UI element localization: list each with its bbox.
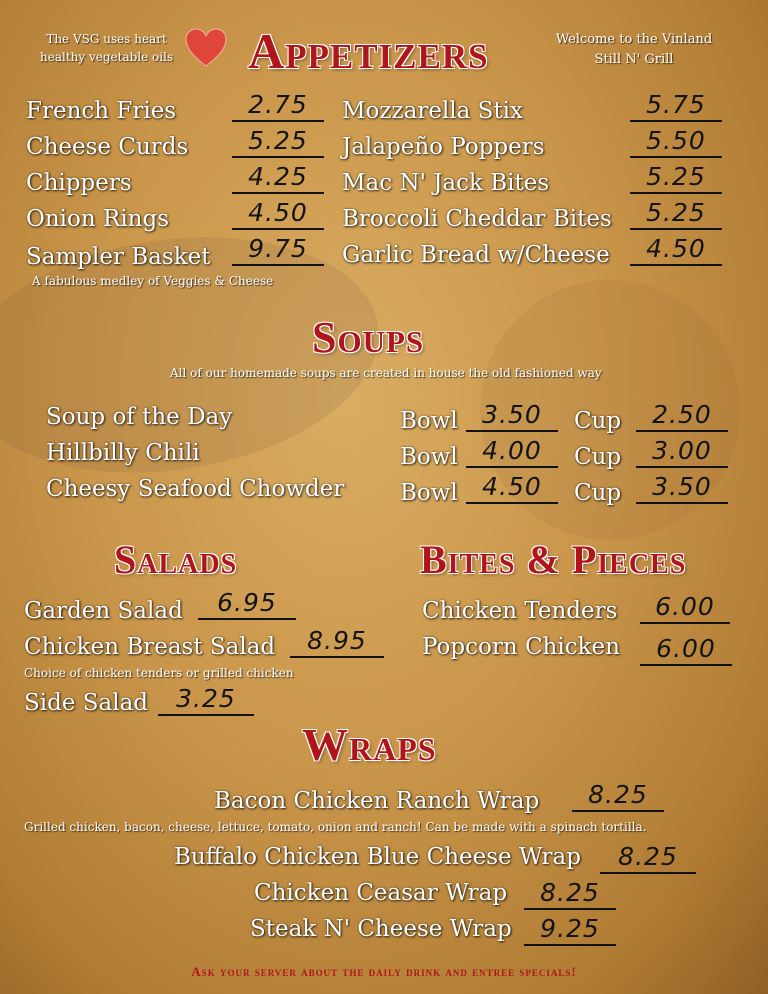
soup-bowl-price: 3.50	[466, 402, 558, 432]
wrap-price: 8.25	[600, 844, 696, 874]
appetizer-item: Onion Rings	[26, 206, 170, 232]
soup-item: Soup of the Day	[46, 404, 233, 430]
salad-item: Garden Salad	[24, 598, 183, 624]
appetizer-item: French Fries	[26, 98, 177, 124]
appetizer-price: 2.75	[232, 92, 324, 122]
soup-bowl-price: 4.50	[466, 474, 558, 504]
appetizer-item: Jalapeño Poppers	[342, 134, 545, 160]
cup-label: Cup	[574, 480, 622, 506]
soup-cup-price: 2.50	[636, 402, 728, 432]
appetizer-price: 9.75	[232, 236, 324, 266]
soups-title: Soups	[312, 313, 425, 362]
appetizer-price: 5.75	[630, 92, 722, 122]
soup-item: Hillbilly Chili	[46, 440, 200, 466]
bites-item: Chicken Tenders	[422, 598, 618, 624]
soup-bowl-price: 4.00	[466, 438, 558, 468]
appetizer-item: Garlic Bread w/Cheese	[342, 242, 610, 268]
wrap-price: 8.25	[572, 782, 664, 812]
appetizer-price: 5.25	[630, 200, 722, 230]
appetizer-price: 4.50	[630, 236, 722, 266]
bites-title: Bites & Pieces	[420, 537, 687, 582]
heart-icon	[185, 28, 227, 68]
wrap-price: 9.25	[524, 916, 616, 946]
wrap-item: Chicken Ceasar Wrap	[254, 880, 508, 906]
appetizer-price: 4.25	[232, 164, 324, 194]
salads-title: Salads	[114, 537, 238, 582]
bites-price: 6.00	[640, 636, 732, 666]
appetizer-item: Mac N' Jack Bites	[342, 170, 550, 196]
wrap-item: Bacon Chicken Ranch Wrap	[214, 788, 540, 814]
soup-cup-price: 3.50	[636, 474, 728, 504]
bites-item: Popcorn Chicken	[422, 634, 620, 660]
bowl-label: Bowl	[400, 480, 458, 506]
wrap-bacon-note: Grilled chicken, bacon, cheese, lettuce, tomato, onion and ranch! Can be made with a spinach tortilla.	[24, 820, 647, 834]
wrap-price: 8.25	[524, 880, 616, 910]
header-right-note: Welcome to the Vinland Still N' Grill	[555, 32, 713, 67]
cup-label: Cup	[574, 408, 622, 434]
appetizer-item: Sampler Basket	[26, 244, 211, 270]
soup-cup-price: 3.00	[636, 438, 728, 468]
header-left-note: The VSG uses heart healthy vegetable oils	[40, 32, 174, 64]
appetizers-title: Appetizers	[248, 23, 489, 79]
appetizer-price: 5.25	[630, 164, 722, 194]
salad-price: 3.25	[158, 686, 254, 716]
soups-subtitle: All of our homemade soups are created in house the old fashioned way	[170, 366, 602, 380]
wrap-item: Steak N' Cheese Wrap	[250, 916, 512, 942]
sampler-note: A fabulous medley of Veggies & Cheese	[32, 274, 274, 288]
bites-price: 6.00	[640, 594, 730, 624]
appetizer-item: Chippers	[26, 170, 132, 196]
appetizer-item: Cheese Curds	[26, 134, 189, 160]
footer-specials-note: Ask your server about the daily drink and entree specials!	[191, 964, 577, 979]
soup-item: Cheesy Seafood Chowder	[46, 476, 345, 502]
appetizer-price: 5.50	[630, 128, 722, 158]
appetizer-price: 4.50	[232, 200, 324, 230]
salad-price: 8.95	[290, 628, 384, 658]
bowl-label: Bowl	[400, 408, 458, 434]
cup-label: Cup	[574, 444, 622, 470]
wraps-title: Wraps	[302, 719, 437, 770]
salad-item: Side Salad	[24, 690, 149, 716]
salad-item: Chicken Breast Salad	[24, 634, 276, 660]
salad-chicken-note: Choice of chicken tenders or grilled chicken	[24, 666, 294, 680]
appetizer-item: Mozzarella Stix	[342, 98, 524, 124]
wrap-item: Buffalo Chicken Blue Cheese Wrap	[174, 844, 581, 870]
salad-price: 6.95	[198, 590, 296, 620]
appetizer-price: 5.25	[232, 128, 324, 158]
bowl-label: Bowl	[400, 444, 458, 470]
appetizer-item: Broccoli Cheddar Bites	[342, 206, 612, 232]
